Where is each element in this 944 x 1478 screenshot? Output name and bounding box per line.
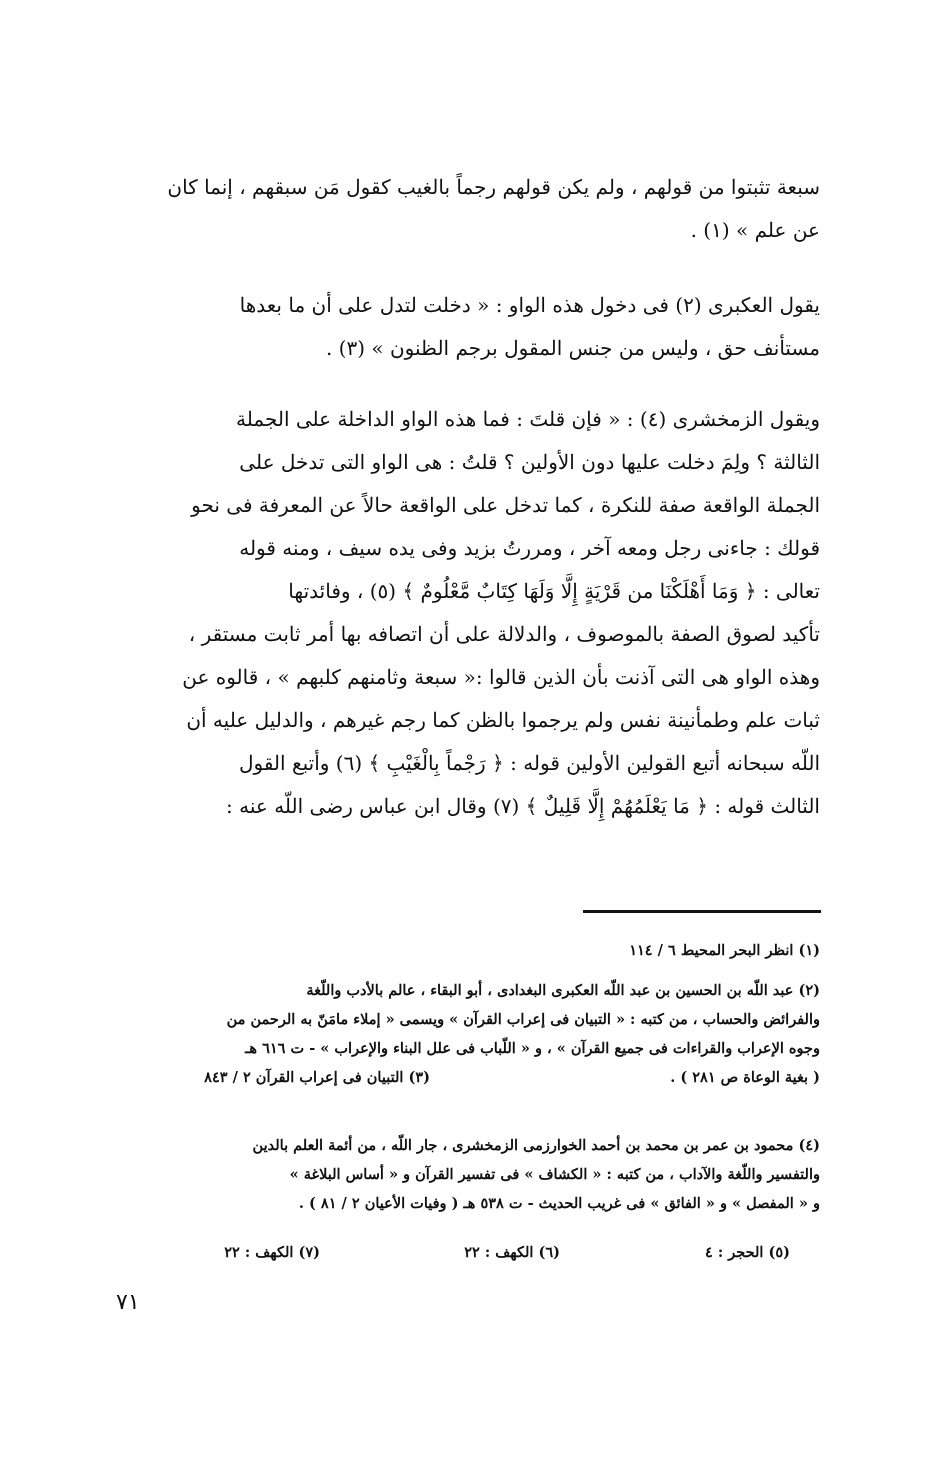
text-line: تأكيد لصوق الصفة بالموصوف ، والدلالة على أن اتصافه بها أمر ثابت مستقر ، bbox=[188, 622, 820, 646]
footnote-separator bbox=[583, 910, 821, 913]
paragraph-3 bbox=[108, 398, 820, 828]
paragraph-1 bbox=[108, 166, 820, 252]
footnote-7: (٧) الكهف : ٢٢ bbox=[224, 1244, 320, 1261]
footnote-2-line: وجوه الإعراب والقراءات فى جميع القرآن » ، و « اللّباب فى علل البناء والإعراب » - ت ٦١٦ هـ bbox=[245, 1040, 820, 1057]
text-line: الثالثة ؟ ولِمَ دخلت عليها دون الأولين ؟ قلتُ : هى الواو التى تدخل على bbox=[239, 450, 820, 474]
footnote-row-2-3 bbox=[108, 1063, 820, 1092]
page-number: ٧١ bbox=[116, 1290, 140, 1315]
text-line: تعالى : ﴿ وَمَا أَهْلَكْنَا من قَرْيَةٍ إِلَّا وَلَهَا كِتَابٌ مَّعْلُومٌ ﴾ (٥) ، وفائدتها bbox=[288, 579, 820, 603]
footnote-4-line: والتفسير واللّغة والآداب ، من كتبه : « الكشاف » فى تفسير القرآن و « أساس البلاغة » bbox=[289, 1166, 820, 1183]
footnote-1: (١) انظر البحر المحيط ٦ / ١١٤ bbox=[629, 942, 820, 959]
text-line: ثبات علم وطمأنينة نفس ولم يرجموا بالظن كما رجم غيرهم ، والدليل عليه أن bbox=[186, 708, 820, 732]
text-line: الثالث قوله : ﴿ مَا يَعْلَمُهُمْ إِلَّا قَلِيلٌ ﴾ (٧) وقال ابن عباس رضى اللّه عنه : bbox=[226, 794, 820, 818]
paragraph-2 bbox=[108, 284, 820, 370]
footnote-row-5-7 bbox=[108, 1238, 820, 1267]
footnote-3: (٣) التبيان فى إعراب القرآن ٢ / ٨٤٣ bbox=[204, 1069, 430, 1086]
footnote-2-line: والفرائض والحساب ، من كتبه : « التبيان فى إعراب القرآن » ويسمى « إملاء مامَنّ به الرحمن من bbox=[226, 1011, 820, 1028]
text-line: الجملة الواقعة صفة للنكرة ، كما تدخل على الواقعة حالاً عن المعرفة فى نحو bbox=[191, 493, 820, 517]
footnote-4-line: (٤) محمود بن عمر بن محمد بن أحمد الخوارزمى الزمخشرى ، جار اللّه ، من أئمة العلم بالدين bbox=[252, 1137, 820, 1154]
footnote-4-line: و « المفصل » و « الفائق » فى غريب الحديث - ت ٥٣٨ هـ ( وفيات الأعيان ٢ / ٨١ ) . bbox=[298, 1195, 820, 1212]
text-line: عن علم » (١) . bbox=[690, 218, 820, 242]
footnote-5: (٥) الحجر : ٤ bbox=[705, 1244, 790, 1261]
footnote-2-end: ( بغية الوعاة ص ٢٨١ ) . bbox=[670, 1069, 820, 1086]
text-line: يقول العكبرى (٢) فى دخول هذه الواو : « دخلت لتدل على أن ما بعدها bbox=[239, 293, 820, 317]
text-line: مستأنف حق ، وليس من جنس المقول برجم الظنون » (٣) . bbox=[325, 336, 820, 360]
text-line: قولك : جاءنى رجل ومعه آخر ، ومررتُ بزيد وفى يده سيف ، ومنه قوله bbox=[239, 536, 820, 560]
text-line: ويقول الزمخشرى (٤) : « فإن قلتَ : فما هذه الواو الداخلة على الجملة bbox=[236, 407, 820, 431]
text-line: وهذه الواو هى التى آذنت بأن الذين قالوا :« سبعة وثامنهم كلبهم » ، قالوه عن bbox=[182, 665, 820, 689]
text-line: اللّه سبحانه أتبع القولين الأولين قوله : ﴿ رَجْماً بِالْغَيْبِ ﴾ (٦) وأتبع القول bbox=[238, 751, 820, 775]
footnote-2-line: (٢) عبد اللّه بن الحسين بن عبد اللّه العكبرى البغدادى ، أبو البقاء ، عالم بالأدب واللّغة bbox=[306, 982, 820, 999]
text-line: سبعة تثبتوا من قولهم ، ولم يكن قولهم رجماً بالغيب كقول مَن سبقهم ، إنما كان bbox=[167, 175, 820, 199]
footnote-6: (٦) الكهف : ٢٢ bbox=[464, 1244, 560, 1261]
